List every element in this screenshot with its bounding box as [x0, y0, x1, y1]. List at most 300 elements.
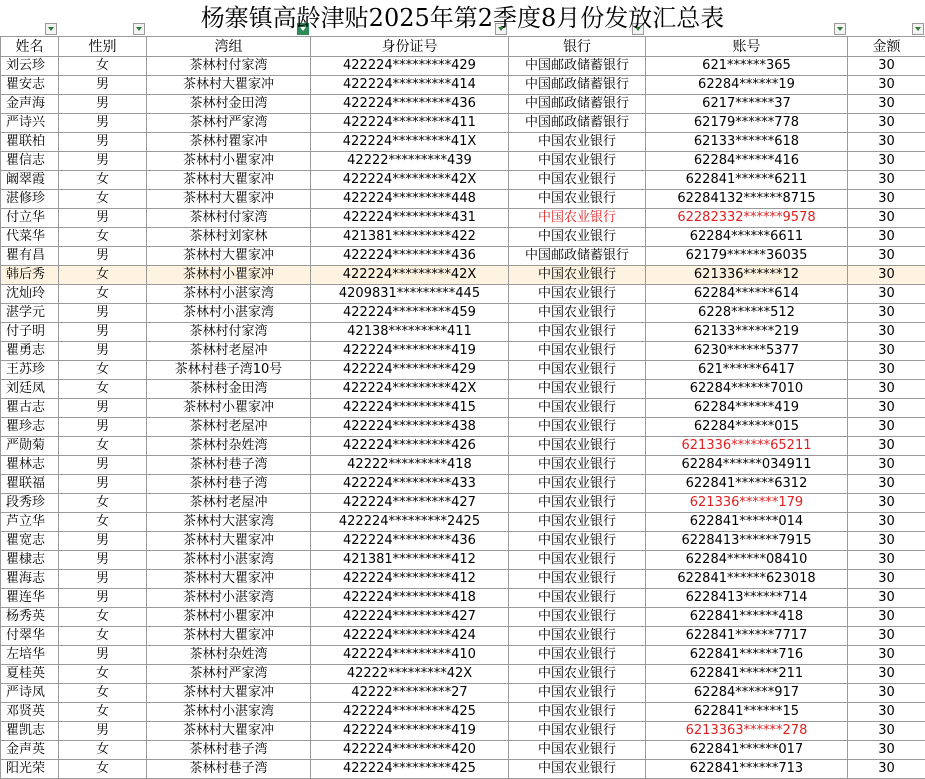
cell-gender[interactable]: 男: [59, 323, 147, 342]
cell-amount[interactable]: 30: [848, 57, 925, 76]
cell-gender[interactable]: 女: [59, 684, 147, 703]
table-row: [1, 627, 925, 646]
cell-amount[interactable]: 30: [848, 152, 925, 171]
cell-id[interactable]: 422224*********429: [311, 361, 509, 380]
cell-group[interactable]: 茶林村巷子湾10号: [147, 361, 311, 380]
cell-id[interactable]: 422224*********420: [311, 741, 509, 760]
cell-name[interactable]: 瞿勇志: [1, 342, 59, 361]
cell-gender[interactable]: 男: [59, 418, 147, 437]
table-row: [1, 722, 925, 741]
cell-id[interactable]: 422224*********431: [311, 209, 509, 228]
cell-bank[interactable]: 中国农业银行: [509, 399, 646, 418]
cell-account[interactable]: 62133******618: [646, 133, 848, 152]
cell-gender[interactable]: 女: [59, 266, 147, 285]
cell-name[interactable]: 瞿宽志: [1, 532, 59, 551]
cell-name[interactable]: 杨秀英: [1, 608, 59, 627]
cell-group[interactable]: 茶林村金田湾: [147, 95, 311, 114]
cell-name[interactable]: 左培华: [1, 646, 59, 665]
cell-id[interactable]: 421381*********422: [311, 228, 509, 247]
cell-account[interactable]: 62282332******9578: [646, 209, 848, 228]
cell-amount[interactable]: 30: [848, 608, 925, 627]
table-row: [1, 646, 925, 665]
cell-bank[interactable]: 中国邮政储蓄银行: [509, 57, 646, 76]
cell-bank[interactable]: 中国农业银行: [509, 228, 646, 247]
table-row: [1, 437, 925, 456]
cell-amount[interactable]: 30: [848, 171, 925, 190]
cell-name[interactable]: 瞿棣志: [1, 551, 59, 570]
cell-group[interactable]: 茶林村小湛家湾: [147, 703, 311, 722]
cell-gender[interactable]: 女: [59, 228, 147, 247]
cell-amount[interactable]: 30: [848, 418, 925, 437]
cell-gender[interactable]: 男: [59, 247, 147, 266]
cell-name[interactable]: 金声英: [1, 741, 59, 760]
cell-amount[interactable]: 30: [848, 760, 925, 779]
cell-id[interactable]: 422224*********436: [311, 532, 509, 551]
cell-amount[interactable]: 30: [848, 209, 925, 228]
cell-amount[interactable]: 30: [848, 513, 925, 532]
cell-bank[interactable]: 中国农业银行: [509, 532, 646, 551]
cell-bank[interactable]: 中国农业银行: [509, 418, 646, 437]
cell-amount[interactable]: 30: [848, 532, 925, 551]
table-row: [1, 342, 925, 361]
cell-group[interactable]: 茶林村老屋冲: [147, 342, 311, 361]
cell-account[interactable]: 62284132******8715: [646, 190, 848, 209]
cell-bank[interactable]: 中国农业银行: [509, 684, 646, 703]
cell-id[interactable]: 422224*********424: [311, 627, 509, 646]
cell-id[interactable]: 42222*********439: [311, 152, 509, 171]
cell-account[interactable]: 62284******614: [646, 285, 848, 304]
cell-name[interactable]: 瞿信志: [1, 152, 59, 171]
cell-name[interactable]: 阚翠霞: [1, 171, 59, 190]
cell-name[interactable]: 阳光荣: [1, 760, 59, 779]
cell-bank[interactable]: 中国农业银行: [509, 266, 646, 285]
cell-amount[interactable]: 30: [848, 380, 925, 399]
cell-id[interactable]: 422224*********410: [311, 646, 509, 665]
cell-bank[interactable]: 中国农业银行: [509, 665, 646, 684]
cell-gender[interactable]: 女: [59, 361, 147, 380]
table-row: [1, 532, 925, 551]
cell-amount[interactable]: 30: [848, 114, 925, 133]
cell-account[interactable]: 622841******017: [646, 741, 848, 760]
cell-group[interactable]: 茶林村金田湾: [147, 380, 311, 399]
cell-amount[interactable]: 30: [848, 228, 925, 247]
cell-amount[interactable]: 30: [848, 684, 925, 703]
cell-amount[interactable]: 30: [848, 285, 925, 304]
cell-amount[interactable]: 30: [848, 722, 925, 741]
cell-group[interactable]: 茶林村大瞿家冲: [147, 171, 311, 190]
cell-id[interactable]: 42222*********418: [311, 456, 509, 475]
cell-gender[interactable]: 男: [59, 209, 147, 228]
cell-bank[interactable]: 中国农业银行: [509, 190, 646, 209]
table-row: [1, 760, 925, 779]
cell-bank[interactable]: 中国农业银行: [509, 323, 646, 342]
cell-group[interactable]: 茶林村大湛家湾: [147, 513, 311, 532]
cell-bank[interactable]: 中国农业银行: [509, 570, 646, 589]
cell-bank[interactable]: 中国农业银行: [509, 608, 646, 627]
cell-account[interactable]: 62284******6611: [646, 228, 848, 247]
cell-bank[interactable]: 中国农业银行: [509, 513, 646, 532]
cell-group[interactable]: 茶林村老屋冲: [147, 494, 311, 513]
cell-account[interactable]: 622841******7717: [646, 627, 848, 646]
cell-name[interactable]: 刘廷凤: [1, 380, 59, 399]
cell-bank[interactable]: 中国农业银行: [509, 285, 646, 304]
cell-amount[interactable]: 30: [848, 703, 925, 722]
cell-id[interactable]: 422224*********419: [311, 722, 509, 741]
cell-id[interactable]: 422224*********438: [311, 418, 509, 437]
cell-name[interactable]: 湛修珍: [1, 190, 59, 209]
cell-amount[interactable]: 30: [848, 494, 925, 513]
cell-group[interactable]: 茶林村大瞿家冲: [147, 190, 311, 209]
table-row: [1, 494, 925, 513]
header-account[interactable]: 账号: [646, 37, 848, 57]
table-row: [1, 589, 925, 608]
cell-amount[interactable]: 30: [848, 190, 925, 209]
table-row: [1, 171, 925, 190]
cell-amount[interactable]: 30: [848, 646, 925, 665]
cell-group[interactable]: 茶林村大瞿家冲: [147, 532, 311, 551]
header-id[interactable]: 身份证号: [311, 37, 509, 57]
cell-name[interactable]: 付子明: [1, 323, 59, 342]
cell-amount[interactable]: 30: [848, 570, 925, 589]
cell-group[interactable]: 茶林村小瞿家冲: [147, 266, 311, 285]
cell-bank[interactable]: 中国农业银行: [509, 722, 646, 741]
cell-account[interactable]: 621******6417: [646, 361, 848, 380]
cell-account[interactable]: 621336******65211: [646, 437, 848, 456]
cell-gender[interactable]: 女: [59, 608, 147, 627]
cell-account[interactable]: 621336******12: [646, 266, 848, 285]
cell-group[interactable]: 茶林村小瞿家冲: [147, 608, 311, 627]
cell-amount[interactable]: 30: [848, 76, 925, 95]
cell-gender[interactable]: 男: [59, 95, 147, 114]
cell-group[interactable]: 茶林村严家湾: [147, 665, 311, 684]
cell-group[interactable]: 茶林村杂姓湾: [147, 437, 311, 456]
table-row: [1, 228, 925, 247]
cell-id[interactable]: 4209831*********445: [311, 285, 509, 304]
cell-id[interactable]: 422224*********426: [311, 437, 509, 456]
cell-account[interactable]: 62284******015: [646, 418, 848, 437]
cell-amount[interactable]: 30: [848, 304, 925, 323]
cell-name[interactable]: 瞿有昌: [1, 247, 59, 266]
cell-account[interactable]: 622841******418: [646, 608, 848, 627]
cell-account[interactable]: 622841******6312: [646, 475, 848, 494]
cell-id[interactable]: 422224*********425: [311, 703, 509, 722]
cell-name[interactable]: 刘云珍: [1, 57, 59, 76]
cell-account[interactable]: 622841******716: [646, 646, 848, 665]
cell-id[interactable]: 42222*********27: [311, 684, 509, 703]
cell-gender[interactable]: 男: [59, 114, 147, 133]
cell-id[interactable]: 422224*********2425: [311, 513, 509, 532]
cell-gender[interactable]: 女: [59, 57, 147, 76]
cell-amount[interactable]: 30: [848, 741, 925, 760]
cell-gender[interactable]: 女: [59, 171, 147, 190]
cell-gender[interactable]: 女: [59, 494, 147, 513]
cell-id[interactable]: 42222*********42X: [311, 665, 509, 684]
cell-name[interactable]: 邓贤英: [1, 703, 59, 722]
cell-amount[interactable]: 30: [848, 437, 925, 456]
cell-id[interactable]: 422224*********427: [311, 494, 509, 513]
cell-amount[interactable]: 30: [848, 342, 925, 361]
cell-gender[interactable]: 女: [59, 437, 147, 456]
cell-group[interactable]: 茶林村巷子湾: [147, 760, 311, 779]
cell-bank[interactable]: 中国邮政储蓄银行: [509, 247, 646, 266]
cell-amount[interactable]: 30: [848, 399, 925, 418]
cell-account[interactable]: 622841******6211: [646, 171, 848, 190]
header-name[interactable]: 姓名: [1, 37, 59, 57]
cell-bank[interactable]: 中国邮政储蓄银行: [509, 95, 646, 114]
cell-group[interactable]: 茶林村巷子湾: [147, 741, 311, 760]
table-row: [1, 380, 925, 399]
cell-gender[interactable]: 女: [59, 741, 147, 760]
table-row: [1, 741, 925, 760]
cell-id[interactable]: 422224*********419: [311, 342, 509, 361]
table-row: [1, 665, 925, 684]
cell-bank[interactable]: 中国农业银行: [509, 209, 646, 228]
cell-gender[interactable]: 男: [59, 76, 147, 95]
cell-group[interactable]: 茶林村杂姓湾: [147, 646, 311, 665]
cell-gender[interactable]: 女: [59, 627, 147, 646]
cell-amount[interactable]: 30: [848, 456, 925, 475]
cell-name[interactable]: 代菜华: [1, 228, 59, 247]
cell-gender[interactable]: 女: [59, 665, 147, 684]
cell-name[interactable]: 付立华: [1, 209, 59, 228]
cell-account[interactable]: 62179******36035: [646, 247, 848, 266]
cell-gender[interactable]: 女: [59, 380, 147, 399]
cell-bank[interactable]: 中国农业银行: [509, 361, 646, 380]
table-row: [1, 304, 925, 323]
cell-amount[interactable]: 30: [848, 627, 925, 646]
cell-name[interactable]: 韩后秀: [1, 266, 59, 285]
cell-amount[interactable]: 30: [848, 323, 925, 342]
cell-gender[interactable]: 男: [59, 570, 147, 589]
cell-gender[interactable]: 男: [59, 551, 147, 570]
cell-bank[interactable]: 中国农业银行: [509, 627, 646, 646]
cell-id[interactable]: 422224*********459: [311, 304, 509, 323]
cell-group[interactable]: 茶林村大瞿家冲: [147, 722, 311, 741]
cell-group[interactable]: 茶林村小瞿家冲: [147, 399, 311, 418]
cell-group[interactable]: 茶林村付家湾: [147, 323, 311, 342]
cell-gender[interactable]: 男: [59, 342, 147, 361]
cell-gender[interactable]: 男: [59, 589, 147, 608]
cell-account[interactable]: 622841******623018: [646, 570, 848, 589]
cell-id[interactable]: 422224*********41X: [311, 133, 509, 152]
cell-name[interactable]: 瞿联柏: [1, 133, 59, 152]
cell-name[interactable]: 瞿海志: [1, 570, 59, 589]
cell-group[interactable]: 茶林村巷子湾: [147, 456, 311, 475]
cell-gender[interactable]: 女: [59, 513, 147, 532]
table-row: [1, 684, 925, 703]
cell-group[interactable]: 茶林村老屋冲: [147, 418, 311, 437]
cell-group[interactable]: 茶林村小湛家湾: [147, 304, 311, 323]
cell-id[interactable]: 422224*********427: [311, 608, 509, 627]
cell-account[interactable]: 621336******179: [646, 494, 848, 513]
page-title: 杨寨镇高龄津贴2025年第2季度8月份发放汇总表: [200, 4, 725, 32]
cell-account[interactable]: 62284******7010: [646, 380, 848, 399]
cell-id[interactable]: 422224*********436: [311, 95, 509, 114]
cell-account[interactable]: 62284******034911: [646, 456, 848, 475]
table-row: [1, 57, 925, 76]
cell-group[interactable]: 茶林村付家湾: [147, 57, 311, 76]
cell-id[interactable]: 422224*********436: [311, 247, 509, 266]
cell-gender[interactable]: 女: [59, 703, 147, 722]
cell-bank[interactable]: 中国农业银行: [509, 437, 646, 456]
cell-group[interactable]: 茶林村大瞿家冲: [147, 684, 311, 703]
cell-gender[interactable]: 男: [59, 152, 147, 171]
header-gender[interactable]: 性别: [59, 37, 147, 57]
cell-bank[interactable]: 中国农业银行: [509, 133, 646, 152]
cell-id[interactable]: 422224*********448: [311, 190, 509, 209]
cell-id[interactable]: 422224*********412: [311, 570, 509, 589]
cell-group[interactable]: 茶林村大瞿家冲: [147, 570, 311, 589]
cell-gender[interactable]: 男: [59, 722, 147, 741]
cell-name[interactable]: 付翠华: [1, 627, 59, 646]
cell-group[interactable]: 茶林村大瞿家冲: [147, 76, 311, 95]
cell-id[interactable]: 421381*********412: [311, 551, 509, 570]
cell-group[interactable]: 茶林村刘家林: [147, 228, 311, 247]
cell-id[interactable]: 422224*********42X: [311, 171, 509, 190]
cell-name[interactable]: 夏桂英: [1, 665, 59, 684]
cell-gender[interactable]: 女: [59, 760, 147, 779]
cell-name[interactable]: 瞿凯志: [1, 722, 59, 741]
cell-group[interactable]: 茶林村严家湾: [147, 114, 311, 133]
cell-id[interactable]: 422224*********433: [311, 475, 509, 494]
cell-bank[interactable]: 中国农业银行: [509, 703, 646, 722]
cell-account[interactable]: 622841******014: [646, 513, 848, 532]
cell-bank[interactable]: 中国农业银行: [509, 342, 646, 361]
cell-name[interactable]: 瞿古志: [1, 399, 59, 418]
cell-gender[interactable]: 男: [59, 399, 147, 418]
cell-gender[interactable]: 男: [59, 475, 147, 494]
cell-gender[interactable]: 男: [59, 133, 147, 152]
table-row: [1, 133, 925, 152]
cell-account[interactable]: 6217******37: [646, 95, 848, 114]
cell-account[interactable]: 622841******211: [646, 665, 848, 684]
cell-id[interactable]: 42138*********411: [311, 323, 509, 342]
cell-amount[interactable]: 30: [848, 266, 925, 285]
cell-name[interactable]: 湛学元: [1, 304, 59, 323]
cell-account[interactable]: 62133******219: [646, 323, 848, 342]
cell-amount[interactable]: 30: [848, 475, 925, 494]
cell-amount[interactable]: 30: [848, 133, 925, 152]
cell-id[interactable]: 422224*********42X: [311, 266, 509, 285]
cell-name[interactable]: 严勋菊: [1, 437, 59, 456]
cell-name[interactable]: 芦立华: [1, 513, 59, 532]
table-row: [1, 418, 925, 437]
cell-id[interactable]: 422224*********415: [311, 399, 509, 418]
cell-bank[interactable]: 中国农业银行: [509, 304, 646, 323]
cell-account[interactable]: 621******365: [646, 57, 848, 76]
cell-account[interactable]: 62284******416: [646, 152, 848, 171]
cell-gender[interactable]: 女: [59, 190, 147, 209]
cell-amount[interactable]: 30: [848, 361, 925, 380]
cell-bank[interactable]: 中国农业银行: [509, 589, 646, 608]
cell-account[interactable]: 62179******778: [646, 114, 848, 133]
cell-id[interactable]: 422224*********418: [311, 589, 509, 608]
table-row: [1, 190, 925, 209]
table-row: [1, 285, 925, 304]
cell-account[interactable]: 6228413******7915: [646, 532, 848, 551]
cell-id[interactable]: 422224*********42X: [311, 380, 509, 399]
cell-group[interactable]: 茶林村小瞿家冲: [147, 152, 311, 171]
cell-bank[interactable]: 中国农业银行: [509, 456, 646, 475]
cell-gender[interactable]: 男: [59, 304, 147, 323]
cell-bank[interactable]: 中国农业银行: [509, 741, 646, 760]
cell-gender[interactable]: 男: [59, 532, 147, 551]
cell-bank[interactable]: 中国邮政储蓄银行: [509, 114, 646, 133]
cell-name[interactable]: 段秀珍: [1, 494, 59, 513]
header-group[interactable]: 湾组: [147, 37, 311, 57]
table-row: [1, 114, 925, 133]
cell-name[interactable]: 严诗兴: [1, 114, 59, 133]
header-amount[interactable]: 金额: [848, 37, 925, 57]
cell-group[interactable]: 茶林村小湛家湾: [147, 589, 311, 608]
cell-amount[interactable]: 30: [848, 665, 925, 684]
table-row: [1, 551, 925, 570]
cell-id[interactable]: 422224*********414: [311, 76, 509, 95]
table-row: [1, 570, 925, 589]
cell-gender[interactable]: 男: [59, 646, 147, 665]
cell-group[interactable]: 茶林村大瞿家冲: [147, 627, 311, 646]
cell-name[interactable]: 瞿珍志: [1, 418, 59, 437]
cell-name[interactable]: 王苏珍: [1, 361, 59, 380]
cell-account[interactable]: 6230******5377: [646, 342, 848, 361]
cell-account[interactable]: 6213363******278: [646, 722, 848, 741]
cell-bank[interactable]: 中国农业银行: [509, 494, 646, 513]
cell-bank[interactable]: 中国农业银行: [509, 551, 646, 570]
cell-amount[interactable]: 30: [848, 589, 925, 608]
cell-name[interactable]: 沈灿玲: [1, 285, 59, 304]
cell-bank[interactable]: 中国农业银行: [509, 380, 646, 399]
cell-name[interactable]: 严诗凤: [1, 684, 59, 703]
cell-name[interactable]: 瞿安志: [1, 76, 59, 95]
cell-group[interactable]: 茶林村小湛家湾: [147, 285, 311, 304]
cell-bank[interactable]: 中国农业银行: [509, 171, 646, 190]
cell-account[interactable]: 622841******15: [646, 703, 848, 722]
cell-group[interactable]: 茶林村付家湾: [147, 209, 311, 228]
cell-name[interactable]: 瞿林志: [1, 456, 59, 475]
cell-id[interactable]: 422224*********425: [311, 760, 509, 779]
cell-id[interactable]: 422224*********411: [311, 114, 509, 133]
cell-name[interactable]: 金声海: [1, 95, 59, 114]
cell-bank[interactable]: 中国农业银行: [509, 475, 646, 494]
header-row: [1, 37, 925, 57]
cell-bank[interactable]: 中国农业银行: [509, 152, 646, 171]
cell-account[interactable]: 62284******19: [646, 76, 848, 95]
cell-account[interactable]: 622841******713: [646, 760, 848, 779]
cell-name[interactable]: 瞿连华: [1, 589, 59, 608]
cell-group[interactable]: 茶林村大瞿家冲: [147, 247, 311, 266]
cell-bank[interactable]: 中国农业银行: [509, 760, 646, 779]
cell-amount[interactable]: 30: [848, 551, 925, 570]
cell-gender[interactable]: 男: [59, 456, 147, 475]
cell-account[interactable]: 6228******512: [646, 304, 848, 323]
cell-group[interactable]: 茶林村小湛家湾: [147, 551, 311, 570]
cell-id[interactable]: 422224*********429: [311, 57, 509, 76]
cell-amount[interactable]: 30: [848, 247, 925, 266]
cell-group[interactable]: 茶林村巷子湾: [147, 475, 311, 494]
cell-account[interactable]: 62284******08410: [646, 551, 848, 570]
header-bank[interactable]: 银行: [509, 37, 646, 57]
cell-gender[interactable]: 女: [59, 285, 147, 304]
cell-account[interactable]: 62284******419: [646, 399, 848, 418]
cell-group[interactable]: 茶林村瞿家冲: [147, 133, 311, 152]
table-row: [1, 323, 925, 342]
cell-account[interactable]: 6228413******714: [646, 589, 848, 608]
cell-account[interactable]: 62284******917: [646, 684, 848, 703]
cell-name[interactable]: 瞿联福: [1, 475, 59, 494]
cell-bank[interactable]: 中国农业银行: [509, 646, 646, 665]
cell-amount[interactable]: 30: [848, 95, 925, 114]
cell-bank[interactable]: 中国邮政储蓄银行: [509, 76, 646, 95]
